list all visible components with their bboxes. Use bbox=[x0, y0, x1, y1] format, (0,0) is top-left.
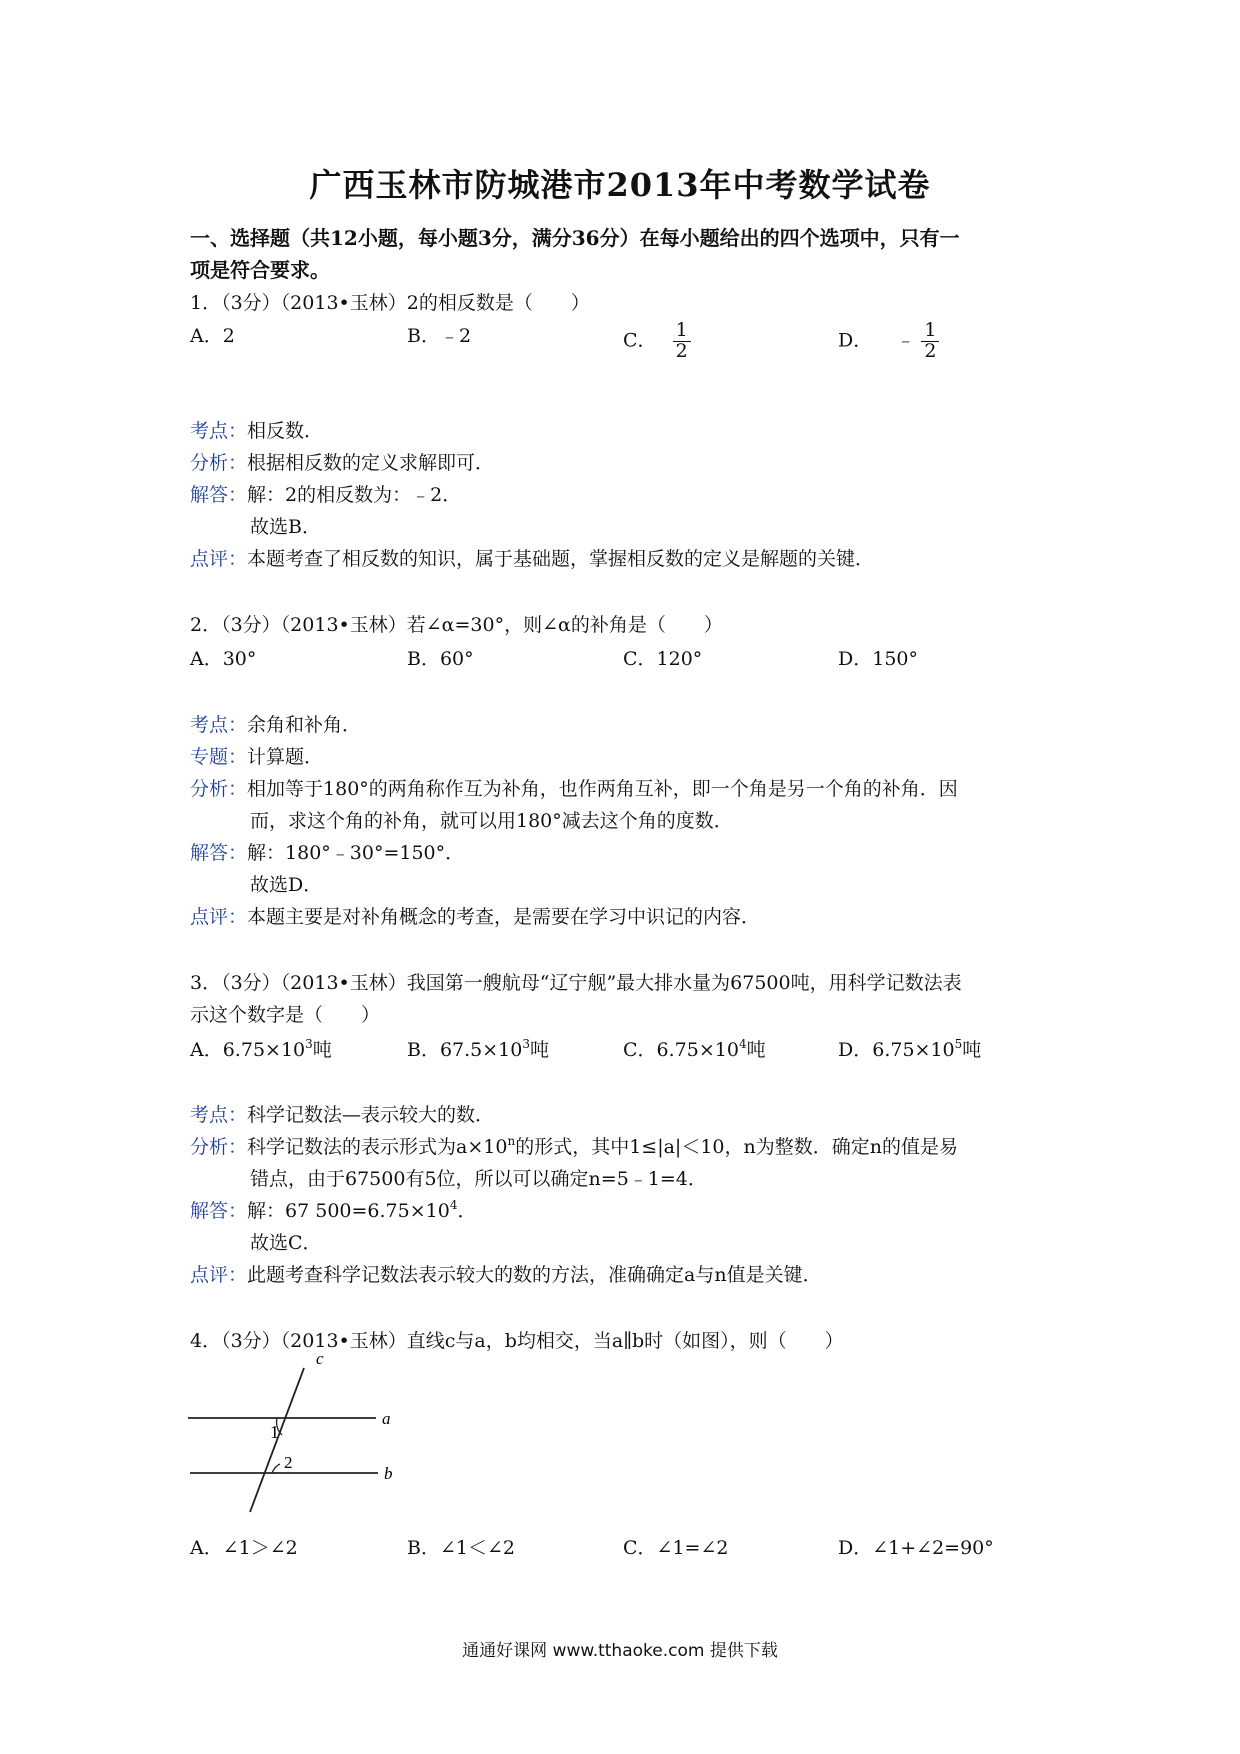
q3-jieda-row bbox=[190, 1196, 476, 1223]
q3-option-d-base: D．6.75×10 bbox=[838, 1039, 955, 1061]
q3-stem-line2: 示这个数字是（ ） bbox=[190, 1004, 381, 1026]
q3-kaodian-row bbox=[190, 1100, 494, 1127]
q4-option-c: C．∠1=∠2 bbox=[623, 1537, 729, 1559]
q3-option-c bbox=[623, 1035, 766, 1062]
q1-option-d bbox=[838, 321, 939, 362]
section-heading-line1: 一、选择题（共12小题，每小题3分，满分36分）在每小题给出的四个选项中，只有一 bbox=[190, 226, 960, 250]
q1-dianping-text: 本题考查了相反数的知识，属于基础题，掌握相反数的定义是解题的关键． bbox=[247, 548, 875, 570]
q3-option-c-unit: 吨 bbox=[746, 1039, 766, 1061]
q3-option-a bbox=[190, 1035, 332, 1062]
q1-option-d-numerator: 1 bbox=[921, 321, 939, 342]
q3-kaodian-label: 考点： bbox=[190, 1104, 248, 1126]
q1-dianping-row bbox=[190, 544, 874, 571]
q4-figure-angle2-arc bbox=[272, 1464, 280, 1473]
q3-option-b-base: B．67.5×10 bbox=[407, 1039, 523, 1061]
q1-kaodian-row bbox=[190, 416, 323, 443]
q3-fenxi-continued: 错点，由于67500有5位，所以可以确定n=5﹣1=4． bbox=[250, 1168, 707, 1190]
q3-dianping-text: 此题考查科学记数法表示较大的数的方法，准确确定a与n值是关键． bbox=[247, 1264, 822, 1286]
q1-option-a: A．2 bbox=[190, 325, 235, 347]
q2-zhuanti-label: 专题： bbox=[190, 746, 248, 768]
q2-option-b: B．60° bbox=[407, 648, 474, 670]
q3-fenxi-row bbox=[190, 1132, 958, 1159]
q2-fenxi-text: 相加等于180°的两角称作互为补角，也作两角互补，即一个角是另一个角的补角．因 bbox=[247, 778, 958, 800]
q1-jieda-label: 解答： bbox=[190, 484, 248, 506]
q4-figure bbox=[186, 1356, 406, 1518]
q3-option-c-base: C．6.75×10 bbox=[623, 1039, 739, 1061]
q1-option-c-denominator: 2 bbox=[675, 339, 688, 362]
q3-fenxi-text-a: 科学记数法的表示形式为a×10 bbox=[247, 1136, 508, 1158]
q4-figure-label-b: b bbox=[384, 1464, 393, 1483]
q2-dianping-label: 点评： bbox=[190, 906, 248, 928]
q1-kaodian-label: 考点： bbox=[190, 420, 248, 442]
q4-option-d: D．∠1+∠2=90° bbox=[838, 1537, 994, 1559]
footer-text: 通通好课网 www.tthaoke.com 提供下载 bbox=[462, 1641, 778, 1661]
q1-option-c-numerator: 1 bbox=[673, 321, 691, 342]
q2-jieda-answer: 故选D． bbox=[250, 874, 323, 896]
q2-fenxi-label: 分析： bbox=[190, 778, 248, 800]
q3-option-d-exponent: 5 bbox=[954, 1037, 963, 1051]
q2-stem: 2．（3分）（2013•玉林）若∠α=30°，则∠α的补角是（ ） bbox=[190, 614, 723, 636]
q3-option-a-unit: 吨 bbox=[312, 1039, 332, 1061]
q2-option-d: D．150° bbox=[838, 648, 918, 670]
q2-zhuanti-text: 计算题． bbox=[247, 746, 324, 768]
q2-dianping-row bbox=[190, 902, 760, 929]
q2-kaodian-row bbox=[190, 710, 361, 737]
q3-dianping-label: 点评： bbox=[190, 1264, 248, 1286]
q4-figure-label-2: 2 bbox=[284, 1453, 293, 1472]
q2-zhuanti-row bbox=[190, 742, 323, 769]
q2-jieda-label: 解答： bbox=[190, 842, 248, 864]
page-title: 广西玉林市防城港市2013年中考数学试卷 bbox=[309, 166, 931, 204]
section-heading-line2: 项是符合要求。 bbox=[190, 258, 330, 282]
q1-fenxi-label: 分析： bbox=[190, 452, 248, 474]
q3-option-b bbox=[407, 1035, 549, 1062]
q1-option-d-prefix: D． bbox=[838, 329, 873, 352]
q1-option-d-denominator: 2 bbox=[924, 339, 937, 362]
q1-option-b: B．﹣2 bbox=[407, 325, 472, 347]
q3-option-a-exponent: 3 bbox=[305, 1037, 313, 1051]
q4-stem: 4．（3分）（2013•玉林）直线c与a，b均相交，当a∥b时（如图），则（ ） bbox=[190, 1330, 844, 1352]
q3-jieda-label: 解答： bbox=[190, 1200, 248, 1222]
q1-dianping-label: 点评： bbox=[190, 548, 248, 570]
q1-option-c-prefix: C． bbox=[623, 329, 657, 352]
q3-jieda-answer: 故选C． bbox=[250, 1232, 322, 1254]
q1-option-d-sign: ﹣ bbox=[896, 329, 916, 352]
q1-stem: 1．（3分）（2013•玉林）2的相反数是（ ） bbox=[190, 292, 590, 314]
q1-option-d-fraction bbox=[921, 321, 939, 362]
q4-option-a: A．∠1＞∠2 bbox=[190, 1537, 298, 1559]
q4-figure-label-1: 1 bbox=[270, 1422, 279, 1442]
q3-option-b-exponent: 3 bbox=[522, 1037, 531, 1051]
q3-jieda-text-a: 解：67 500=6.75×10 bbox=[247, 1200, 450, 1222]
q3-kaodian-text: 科学记数法—表示较大的数． bbox=[247, 1104, 495, 1126]
q3-fenxi-label: 分析： bbox=[190, 1136, 248, 1158]
q1-fenxi-row bbox=[190, 448, 494, 475]
q1-jieda-row bbox=[190, 480, 461, 507]
q4-figure-label-a: a bbox=[382, 1409, 391, 1428]
q1-kaodian-text: 相反数． bbox=[247, 420, 324, 442]
q1-option-c-fraction bbox=[673, 321, 691, 362]
q3-fenxi-exponent: n bbox=[507, 1134, 516, 1148]
q2-fenxi-continued: 而，求这个角的补角，就可以用180°减去这个角的度数． bbox=[250, 810, 733, 832]
q3-jieda-text-b: ． bbox=[457, 1200, 477, 1222]
q2-fenxi-row bbox=[190, 774, 958, 801]
q3-option-a-base: A．6.75×10 bbox=[190, 1039, 306, 1061]
q3-jieda-exponent: 4 bbox=[449, 1198, 458, 1212]
q4-option-b: B．∠1＜∠2 bbox=[407, 1537, 515, 1559]
q2-jieda-text: 解：180°﹣30°=150°． bbox=[247, 842, 465, 864]
q3-dianping-row bbox=[190, 1260, 822, 1287]
q3-option-c-exponent: 4 bbox=[738, 1037, 747, 1051]
q3-option-d-unit: 吨 bbox=[962, 1039, 982, 1061]
q2-option-c: C．120° bbox=[623, 648, 703, 670]
q4-figure-label-c: c bbox=[316, 1356, 324, 1368]
q1-jieda-text: 解：2的相反数为：﹣2． bbox=[247, 484, 462, 506]
q2-kaodian-label: 考点： bbox=[190, 714, 248, 736]
q2-jieda-row bbox=[190, 838, 464, 865]
q1-jieda-answer: 故选B． bbox=[250, 516, 321, 538]
q3-stem-line1: 3．（3分）（2013•玉林）我国第一艘航母“辽宁舰”最大排水量为67500吨，用科学记数法表 bbox=[190, 972, 962, 994]
q2-kaodian-text: 余角和补角． bbox=[247, 714, 362, 736]
q3-option-d bbox=[838, 1035, 981, 1062]
q1-option-c bbox=[623, 321, 691, 362]
q1-fenxi-text: 根据相反数的定义求解即可． bbox=[247, 452, 495, 474]
q3-fenxi-text-b: 的形式，其中1≤|a|＜10，n为整数．确定n的值是易 bbox=[515, 1136, 958, 1158]
q2-dianping-text: 本题主要是对补角概念的考查，是需要在学习中识记的内容． bbox=[247, 906, 761, 928]
q3-option-b-unit: 吨 bbox=[530, 1039, 550, 1061]
q2-option-a: A．30° bbox=[190, 648, 257, 670]
